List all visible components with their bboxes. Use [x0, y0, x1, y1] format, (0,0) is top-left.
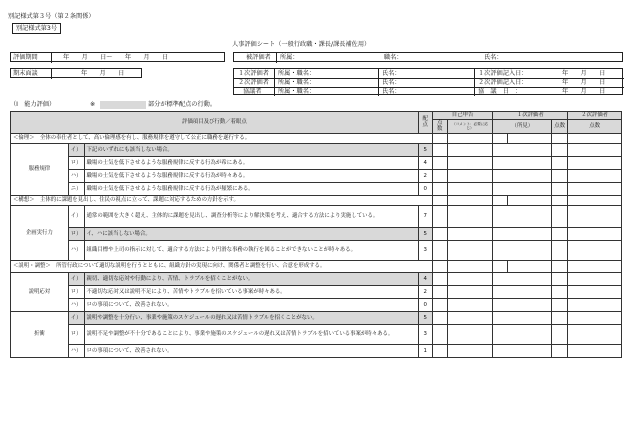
header-self-score: 点数	[432, 120, 447, 134]
row-text: 職場の士気を低下させるような服務規律に反する行為が頻繁にある。	[84, 182, 418, 195]
form-label: 別記様式第３号（第２条関係）	[8, 13, 95, 20]
row-mark: ロ）	[68, 324, 84, 344]
evaluator2-date-label: ２次評価記入日：	[478, 79, 528, 86]
self-score-cell[interactable]	[432, 240, 447, 260]
row-points: 0	[418, 182, 432, 195]
category-name: 説明応対	[11, 272, 69, 311]
evaluatee-dept: 所属：	[280, 54, 299, 61]
evaluator1-date: 年 月 日	[562, 70, 606, 77]
row-mark: ハ）	[68, 240, 84, 260]
evaluators-box	[233, 68, 623, 95]
first-comment-cell[interactable]	[493, 182, 552, 195]
evaluatee-name: 氏名：	[484, 54, 503, 61]
second-score-cell[interactable]	[568, 182, 622, 195]
first-score-cell[interactable]	[552, 240, 568, 260]
self-comment-cell[interactable]	[447, 285, 493, 298]
row-points: 5	[418, 143, 432, 156]
row-points: 4	[418, 156, 432, 169]
self-comment-cell[interactable]	[447, 344, 493, 357]
self-comment-cell[interactable]	[447, 324, 493, 344]
row-mark: イ）	[68, 272, 84, 285]
self-comment-cell[interactable]	[447, 311, 493, 324]
evaluator3-dept: 所属・職名：	[278, 88, 316, 95]
first-comment-cell[interactable]	[493, 311, 552, 324]
second-score-cell[interactable]	[568, 324, 622, 344]
row-points: 3	[418, 324, 432, 344]
period-box	[10, 52, 225, 62]
self-comment-cell[interactable]	[447, 143, 493, 156]
category-title: ＜説明・調整＞ 所管行政について適切な説明を行うとともに、組織方針の実現に向け、関係者と調整を行い、合意を形成する。	[11, 260, 433, 272]
first-comment-cell[interactable]	[493, 169, 552, 182]
section-heading: （Ⅰ 能力評価）	[10, 101, 56, 108]
first-score-cell[interactable]	[552, 298, 568, 311]
self-score-cell[interactable]	[432, 324, 447, 344]
second-score-cell[interactable]	[568, 156, 622, 169]
self-comment-cell[interactable]	[447, 227, 493, 240]
row-text: 職場の士気を低下させるような服務規律に反する行為が時々ある。	[84, 169, 418, 182]
row-mark: ハ）	[68, 298, 84, 311]
row-text: ロの事項について、改善されない。	[84, 298, 418, 311]
header-first: １次評価者	[493, 112, 568, 120]
second-score-cell[interactable]	[568, 311, 622, 324]
evaluation-table	[10, 111, 622, 358]
row-points: 1	[418, 344, 432, 357]
second-score-cell[interactable]	[568, 240, 622, 260]
second-score-cell[interactable]	[568, 227, 622, 240]
first-score-cell[interactable]	[552, 324, 568, 344]
evaluator1-name: 氏名：	[382, 70, 401, 77]
self-score-cell[interactable]	[432, 205, 447, 227]
self-comment-cell[interactable]	[447, 298, 493, 311]
first-comment-cell[interactable]	[493, 344, 552, 357]
self-comment-cell[interactable]	[447, 272, 493, 285]
period-date: 年 月 日〜 年 月 日	[63, 54, 169, 61]
second-score-cell[interactable]	[568, 285, 622, 298]
header-points: 配点	[418, 112, 432, 134]
self-score-cell[interactable]	[432, 344, 447, 357]
second-score-cell[interactable]	[568, 205, 622, 227]
row-text: 通常の範囲を大きく超え、主体的に課題を見出し、調査分析等により解決策を考え、適合する方法により実施している。	[84, 205, 418, 227]
header-second: ２次評価者	[568, 112, 622, 120]
self-comment-cell[interactable]	[447, 205, 493, 227]
header-second-score: 点数	[568, 120, 622, 134]
first-score-cell[interactable]	[552, 311, 568, 324]
first-comment-cell[interactable]	[493, 324, 552, 344]
row-mark: ロ）	[68, 227, 84, 240]
row-mark: ロ）	[68, 156, 84, 169]
note-mark: ※	[90, 101, 96, 108]
evaluator3-date: 年 月 日	[562, 88, 606, 95]
evaluator1-role: １次評価者	[238, 70, 269, 77]
first-score-cell[interactable]	[552, 205, 568, 227]
second-score-cell[interactable]	[568, 169, 622, 182]
row-points: 4	[418, 272, 432, 285]
self-comment-cell[interactable]	[447, 240, 493, 260]
end-date-label: 期末面談	[13, 70, 38, 77]
category-name: 折衝	[11, 311, 69, 357]
evaluator1-dept: 所属・職名：	[278, 70, 316, 77]
evaluator3-date-label: 協 議 日 ：	[478, 88, 522, 95]
category-name: 企画実行力	[11, 205, 69, 260]
self-score-cell[interactable]	[432, 182, 447, 195]
evaluatee-post: 職名：	[384, 54, 403, 61]
self-score-cell[interactable]	[432, 272, 447, 285]
self-comment-cell[interactable]	[447, 182, 493, 195]
first-comment-cell[interactable]	[493, 143, 552, 156]
end-date-value: 年 月 日	[81, 70, 125, 77]
row-points: 5	[418, 311, 432, 324]
first-score-cell[interactable]	[552, 169, 568, 182]
row-mark: イ）	[68, 311, 84, 324]
form-box: 別記様式第3号	[12, 23, 61, 34]
first-score-cell[interactable]	[552, 272, 568, 285]
self-comment-cell[interactable]	[447, 156, 493, 169]
row-text: イ、ハに該当しない場合。	[84, 227, 418, 240]
row-points: 3	[418, 240, 432, 260]
row-points: 2	[418, 169, 432, 182]
category-title: ＜構想＞ 主体的に課題を見出し、住民の視点に立って、課題に対応するための方針を示す。	[11, 195, 433, 205]
evaluator3-name: 氏名：	[382, 88, 401, 95]
first-comment-cell[interactable]	[493, 227, 552, 240]
row-mark: ニ）	[68, 182, 84, 195]
row-text: 説明不足や調整が不十分であることにより、事業や施策のスケジュールの遅れ又は苦情トラブルを招いている事案が時々ある。	[84, 324, 418, 344]
end-date-box	[10, 68, 142, 78]
second-score-cell[interactable]	[568, 272, 622, 285]
self-score-cell[interactable]	[432, 311, 447, 324]
first-score-cell[interactable]	[552, 143, 568, 156]
first-score-cell[interactable]	[552, 182, 568, 195]
self-score-cell[interactable]	[432, 169, 447, 182]
row-points: 0	[418, 298, 432, 311]
header-items: 評価項目及び行動／着眼点	[11, 112, 419, 134]
row-mark: イ）	[68, 205, 84, 227]
first-comment-cell[interactable]	[493, 156, 552, 169]
row-points: 7	[418, 205, 432, 227]
note-shade-sample	[100, 101, 146, 109]
evaluatee-label: 被評価者	[246, 54, 271, 61]
self-score-cell[interactable]	[432, 143, 447, 156]
row-points: 2	[418, 285, 432, 298]
second-score-cell[interactable]	[568, 143, 622, 156]
evaluator2-role: ２次評価者	[238, 79, 269, 86]
header-self: 自己申告	[432, 112, 493, 120]
row-text: ロの事項について、改善されない。	[84, 344, 418, 357]
self-score-cell[interactable]	[432, 285, 447, 298]
evaluator1-date-label: １次評価記入日：	[478, 70, 528, 77]
first-score-cell[interactable]	[552, 227, 568, 240]
first-score-cell[interactable]	[552, 156, 568, 169]
first-comment-cell[interactable]	[493, 205, 552, 227]
second-score-cell[interactable]	[568, 298, 622, 311]
period-label: 評価期間	[13, 54, 38, 61]
second-score-cell[interactable]	[568, 344, 622, 357]
first-comment-cell[interactable]	[493, 272, 552, 285]
first-score-cell[interactable]	[552, 285, 568, 298]
row-text: 親切、適切な応対や行動により、苦情、トラブルを招くことがない。	[84, 272, 418, 285]
sheet-title: 人事評価シート（一般行政職・課長/課長補佐用）	[232, 41, 371, 48]
header-first-comment: （所見）	[493, 120, 552, 134]
first-comment-cell[interactable]	[493, 285, 552, 298]
row-mark: ハ）	[68, 169, 84, 182]
note-text: 部分が標準配点の行動。	[148, 101, 217, 108]
self-comment-cell[interactable]	[447, 169, 493, 182]
category-name: 服務規律	[11, 143, 69, 195]
header-self-comment: （コメント：必要に応じ）	[447, 120, 493, 134]
first-comment-cell[interactable]	[493, 240, 552, 260]
row-text: 職場の士気を低下させるような服務規律に反する行為が希にある。	[84, 156, 418, 169]
row-points: 5	[418, 227, 432, 240]
evaluatee-box	[233, 52, 623, 62]
first-score-cell[interactable]	[552, 344, 568, 357]
row-text: 不適切な応対又は説明不足により、苦情やトラブルを招いている事案が時々ある。	[84, 285, 418, 298]
self-score-cell[interactable]	[432, 298, 447, 311]
evaluator2-date: 年 月 日	[562, 79, 606, 86]
category-title: ＜倫理＞ 全体の奉仕者として、高い倫理感を有し、服務規律を遵守して公正に職務を遂行する。	[11, 133, 433, 143]
row-mark: ロ）	[68, 285, 84, 298]
row-text: 説明や調整を十分行い、事業や施策のスケジュールの遅れ又は苦情トラブルを招くことがない。	[84, 311, 418, 324]
row-mark: ハ）	[68, 344, 84, 357]
evaluator2-name: 氏名：	[382, 79, 401, 86]
evaluator2-dept: 所属・職名：	[278, 79, 316, 86]
row-text: 下記のいずれにも該当しない場合。	[84, 143, 418, 156]
row-text: 組織目標や上司の指示に対して、適合する方法により円滑な事務の執行を図ることができないことが時々ある。	[84, 240, 418, 260]
self-score-cell[interactable]	[432, 156, 447, 169]
evaluator3-role: 協議者	[243, 88, 262, 95]
self-score-cell[interactable]	[432, 227, 447, 240]
header-first-score: 点数	[552, 120, 568, 134]
row-mark: イ）	[68, 143, 84, 156]
first-comment-cell[interactable]	[493, 298, 552, 311]
